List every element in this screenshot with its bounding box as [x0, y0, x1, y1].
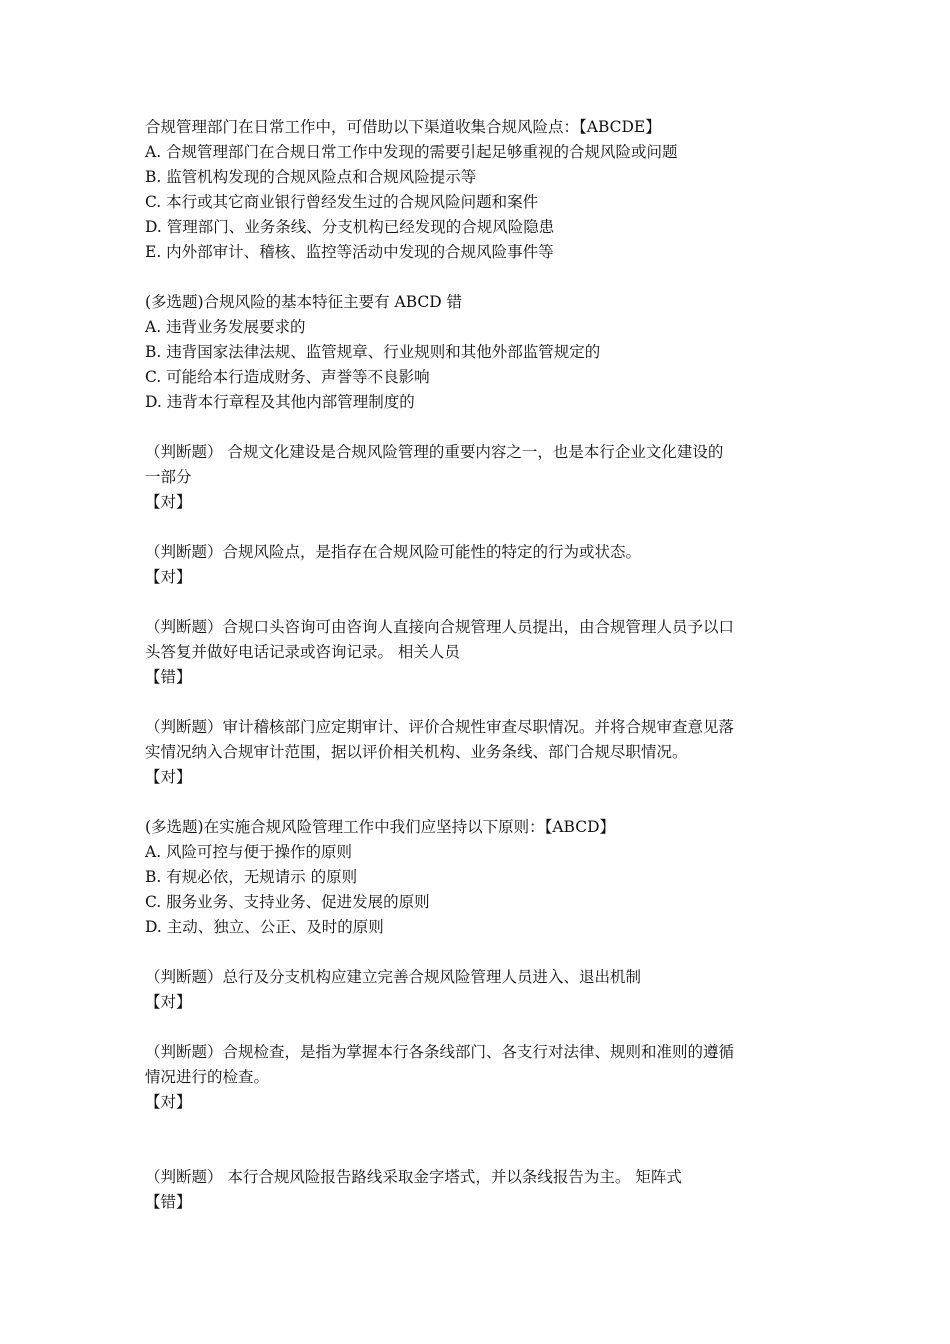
answer: 【错】	[145, 1193, 192, 1211]
option-c: C. 服务业务、支持业务、促进发展的原则	[145, 893, 430, 911]
question-block-7	[145, 815, 810, 940]
option-a: A. 风险可控与便于操作的原则	[145, 843, 353, 861]
answer: 【对】	[145, 993, 192, 1011]
option-d: D. 违背本行章程及其他内部管理制度的	[145, 393, 415, 411]
question-text: (多选题)在实施合规风险管理工作中我们应坚持以下原则：【ABCD】	[145, 818, 616, 836]
option-e: E. 内外部审计、稽核、监控等活动中发现的合规风险事件等	[145, 243, 554, 261]
option-b: B. 监管机构发现的合规风险点和合规风险提示等	[145, 168, 477, 186]
question-block-1	[145, 115, 810, 265]
option-b: B. 违背国家法律法规、监管规章、行业规则和其他外部监管规定的	[145, 343, 601, 361]
question-text-line-1: （判断题） 本行合规风险报告路线采取金字塔式，并以条线报告为主。 矩阵式	[145, 1168, 682, 1186]
option-a: A. 违背业务发展要求的	[145, 318, 306, 336]
question-text-line-1: （判断题）合规检查，是指为掌握本行各条线部门、各支行对法律、规则和准则的遵循	[145, 1043, 735, 1061]
answer: 【对】	[145, 568, 192, 586]
question-block-6	[145, 715, 810, 790]
document-page	[145, 115, 810, 1215]
question-text: (多选题)合规风险的基本特征主要有 ABCD 错	[145, 293, 463, 311]
question-block-5	[145, 615, 810, 690]
answer: 【错】	[145, 668, 192, 686]
option-c: C. 可能给本行造成财务、声誉等不良影响	[145, 368, 430, 386]
option-b: B. 有规必依，无规请示 的原则	[145, 868, 358, 886]
answer: 【对】	[145, 768, 192, 786]
answer: 【对】	[145, 493, 192, 511]
answer: 【对】	[145, 1093, 192, 1111]
question-text-line-2: 情况进行的检查。	[145, 1068, 270, 1086]
question-block-9	[145, 1040, 810, 1115]
option-d: D. 管理部门、业务条线、分支机构已经发现的合规风险隐患	[145, 218, 555, 236]
option-a: A. 合规管理部门在合规日常工作中发现的需要引起足够重视的合规风险或问题	[145, 143, 678, 161]
question-text-line-2: 实情况纳入合规审计范围，据以评价相关机构、业务条线、部门合规尽职情况。	[145, 743, 688, 761]
question-text-line-1: （判断题）总行及分支机构应建立完善合规风险管理人员进入、退出机制	[145, 968, 642, 986]
question-text-line-1: （判断题）审计稽核部门应定期审计、评价合规性审查尽职情况。并将合规审查意见落	[145, 718, 735, 736]
question-block-2	[145, 290, 810, 415]
question-text-line-1: （判断题） 合规文化建设是合规风险管理的重要内容之一，也是本行企业文化建设的	[145, 443, 724, 461]
option-c: C. 本行或其它商业银行曾经发生过的合规风险问题和案件	[145, 193, 539, 211]
question-block-10	[145, 1165, 810, 1215]
question-block-8	[145, 965, 810, 1015]
question-block-4	[145, 540, 810, 590]
question-text-line-2: 头答复并做好电话记录或咨询记录。 相关人员	[145, 643, 460, 661]
question-text: 合规管理部门在日常工作中，可借助以下渠道收集合规风险点：【ABCDE】	[145, 118, 661, 136]
question-text-line-2: 一部分	[145, 468, 192, 486]
question-text-line-1: （判断题）合规口头咨询可由咨询人直接向合规管理人员提出，由合规管理人员予以口	[145, 618, 735, 636]
option-d: D. 主动、独立、公正、及时的原则	[145, 918, 384, 936]
question-text-line-1: （判断题）合规风险点，是指存在合规风险可能性的特定的行为或状态。	[145, 543, 642, 561]
question-block-3	[145, 440, 810, 515]
